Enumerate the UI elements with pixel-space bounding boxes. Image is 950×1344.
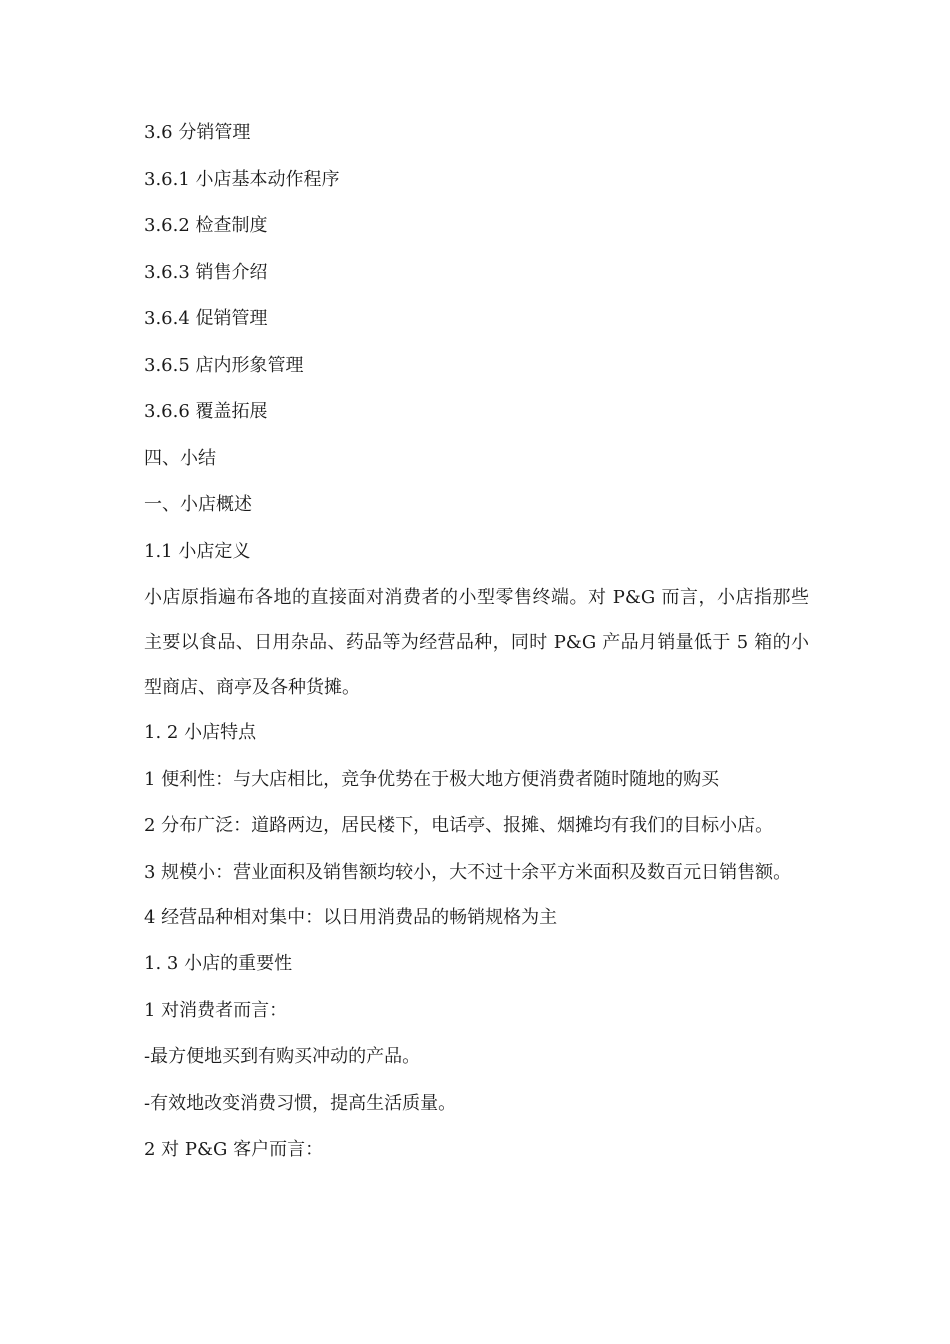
feature-scale: 3 规模小：营业面积及销售额均较小，大不过十余平方米面积及数百元日销售额。	[144, 861, 792, 883]
feature-assortment: 4 经营品种相对集中：以日用消费品的畅销规格为主	[144, 906, 558, 928]
importance-consumer-point-1: -最方便地买到有购买冲动的产品。	[144, 1046, 421, 1067]
section-heading-1-2: 1. 2 小店特点	[144, 722, 257, 743]
document-body	[144, 110, 809, 1174]
feature-distribution: 2 分布广泛：道路两边，居民楼下，电话亭、报摊、烟摊均有我们的目标小店。	[144, 815, 774, 836]
section-heading-3-6-4: 3.6.4 促销管理	[144, 308, 268, 329]
section-heading-3-6-2: 3.6.2 检查制度	[144, 215, 268, 236]
definition-paragraph: 小店原指遍布各地的直接面对消费者的小型零售终端。对 P&G 而言，小店指那些主要以食品、日用杂品、药品等为经营品种，同时 P&G 产品月销量低于 5 箱的小型商店、商亭及各种货摊。	[144, 587, 809, 698]
importance-consumer-point-2: -有效地改变消费习惯，提高生活质量。	[144, 1092, 457, 1114]
section-heading-1-3: 1. 3 小店的重要性	[144, 953, 293, 974]
section-heading-overview: 一、小店概述	[144, 494, 252, 515]
section-heading-3-6-6: 3.6.6 覆盖拓展	[144, 401, 268, 422]
section-heading-3-6-1: 3.6.1 小店基本动作程序	[144, 168, 340, 190]
section-heading-3-6-3: 3.6.3 销售介绍	[144, 261, 268, 283]
section-heading-1-1: 1.1 小店定义	[144, 540, 251, 562]
section-heading-3-6-5: 3.6.5 店内形象管理	[144, 354, 304, 376]
section-heading-summary: 四、小结	[144, 447, 216, 469]
section-heading-3-6: 3.6 分销管理	[144, 122, 251, 143]
feature-convenience: 1 便利性：与大店相比，竞争优势在于极大地方便消费者随时随地的购买	[144, 768, 720, 790]
importance-client: 2 对 P&G 客户而言：	[144, 1139, 324, 1160]
importance-consumer: 1 对消费者而言：	[144, 999, 288, 1021]
